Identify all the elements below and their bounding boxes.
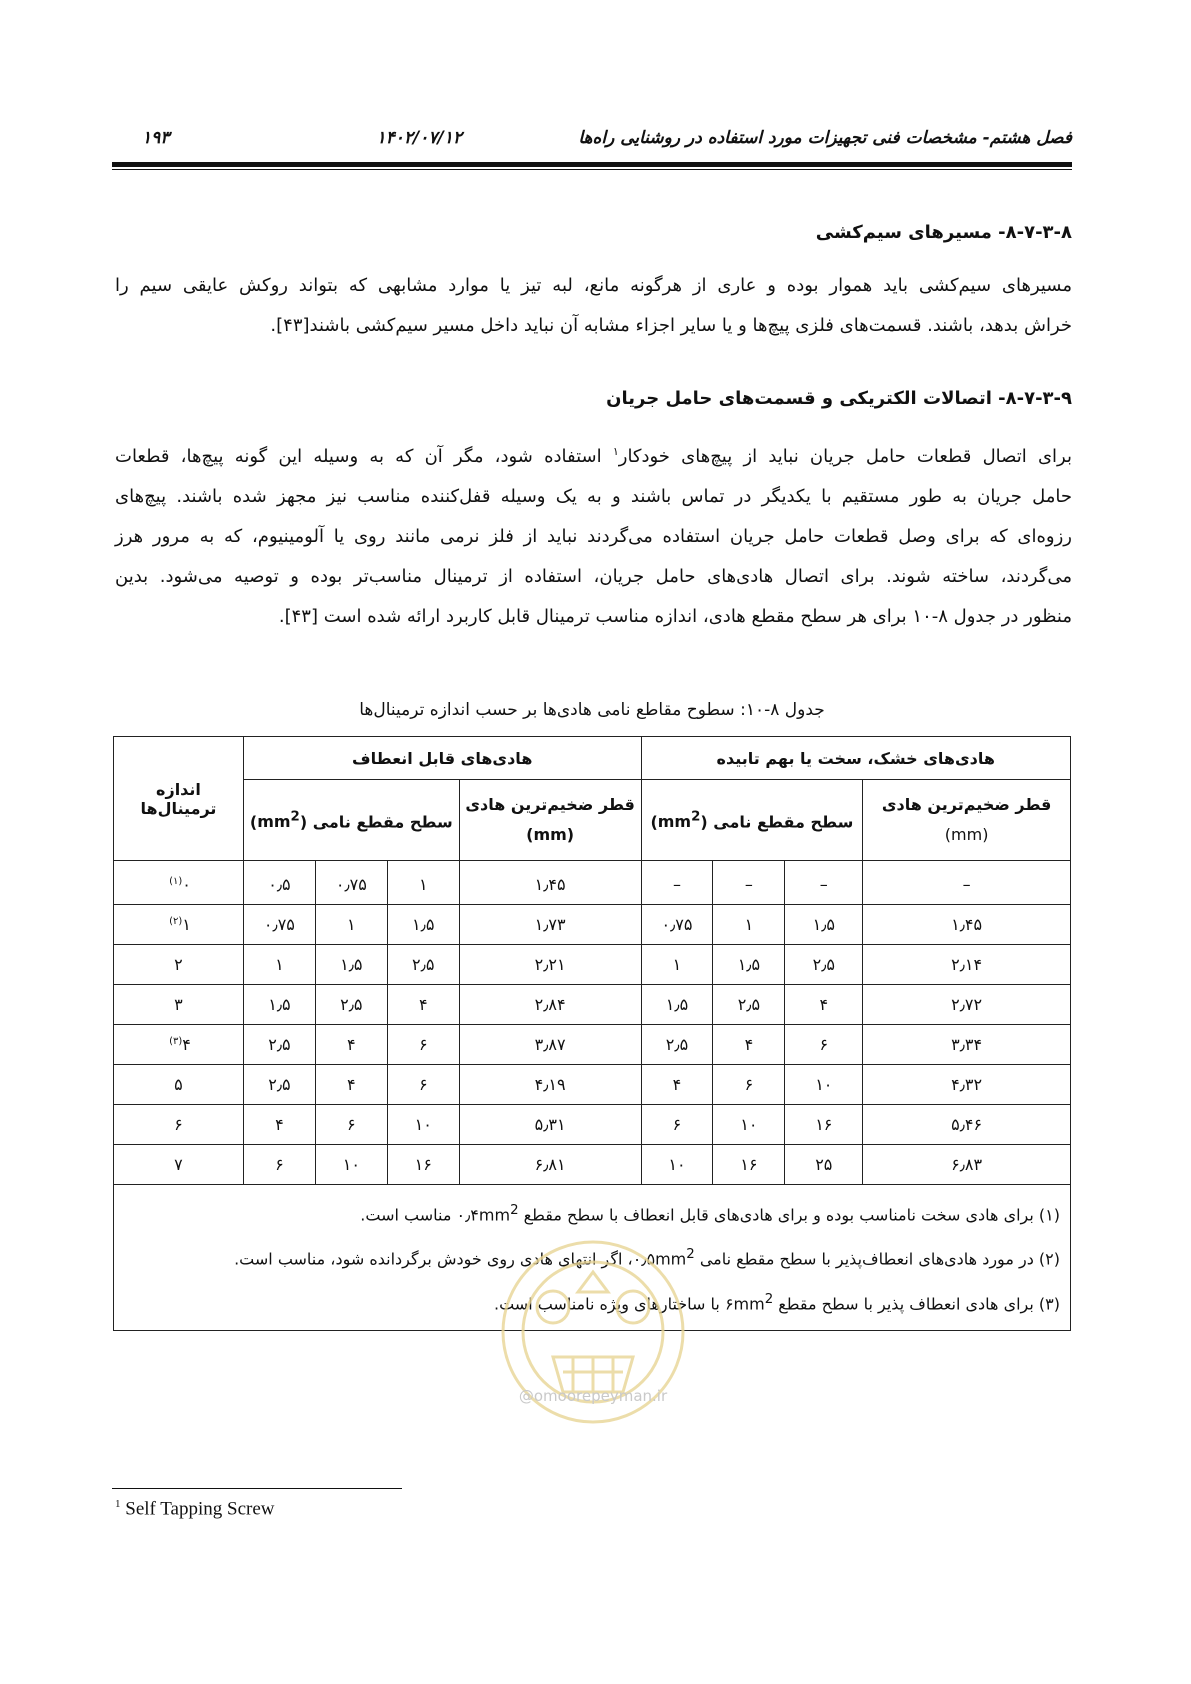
table-cell: ۲٫۵ — [315, 985, 387, 1025]
table-cell: ۶ — [387, 1025, 459, 1065]
table-cell: ۶ — [387, 1065, 459, 1105]
table-row — [114, 985, 1071, 1025]
column-header-terminal-size — [114, 737, 244, 861]
table-row — [114, 945, 1071, 985]
table-cell: – — [863, 861, 1071, 905]
paragraph-line: رزوه‌ای که برای وصل قطعات حامل جریان استفاده می‌گردند نباید از فلز نرمی مانند روی یا آلومینیوم، که به مرور هرز — [115, 526, 1072, 547]
paragraph-line: مسیرهای سیم‌کشی باید هموار بوده و عاری از هرگونه مانع، لبه تیز یا موارد مشابهی که بتواند روکش عایقی سیم را — [115, 275, 1072, 296]
table-cell: ۴ — [243, 1105, 315, 1145]
footnote-reference: ۱ — [612, 445, 619, 458]
section-paragraph-wiring-routes — [115, 266, 1072, 346]
table-body — [114, 861, 1071, 1185]
running-header — [112, 128, 1072, 158]
group-header-flexible: هادی‌های قابل انعطاف — [243, 737, 641, 780]
header-text: سطح مقطع نامی ( — [700, 812, 854, 832]
table-cell: ۴٫۱۹ — [459, 1065, 641, 1105]
table-cell: ۱٫۵ — [713, 945, 785, 985]
table-cell: ۱ — [315, 905, 387, 945]
table-cell: ۱۶ — [387, 1145, 459, 1185]
table-cell: ۱٫۴۵ — [863, 905, 1071, 945]
table-cell: ۴ — [641, 1065, 713, 1105]
table-caption: جدول ۸-۱۰: سطوح مقاطع نامی هادی‌ها بر حسب اندازه ترمینال‌ها — [359, 700, 825, 720]
table-cell: ۱٫۷۳ — [459, 905, 641, 945]
paragraph-line: منظور در جدول ۸-۱۰ برای هر سطح مقطع هادی، اندازه مناسب ترمینال قابل کاربرد ارائه شده است [۴۳]. — [278, 606, 1072, 627]
table-row — [114, 905, 1071, 945]
table-cell: ۳٫۳۴ — [863, 1025, 1071, 1065]
table-cell: ۱٫۵ — [243, 985, 315, 1025]
table-cell: ۶ — [641, 1105, 713, 1145]
table-row — [114, 1145, 1071, 1185]
table-row — [114, 1025, 1071, 1065]
header-chapter-title: فصل هشتم- مشخصات فنی تجهیزات مورد استفاده در روشنایی راه‌ها — [578, 128, 1072, 148]
terminal-size-cell: ۰$^{(۱)}$ — [114, 861, 244, 905]
terminal-size-cell: ۴$^{(۳)}$ — [114, 1025, 244, 1065]
table-note: (۳) برای هادی انعطاف پذیر با سطح مقطع $۶mm^2$ با ساختارهای ویژه نامناسب است. — [493, 1291, 1060, 1313]
header-unit: $mm^2$ — [657, 809, 701, 832]
table-cell: ۱٫۵ — [315, 945, 387, 985]
table-cell: ۱۰ — [785, 1065, 863, 1105]
terminal-size-cell: ۳ — [114, 985, 244, 1025]
table-cell: ۱۰ — [387, 1105, 459, 1145]
table-cell: ۱۶ — [785, 1105, 863, 1145]
table-cell: ۱۰ — [641, 1145, 713, 1185]
table-cell: ۲۵ — [785, 1145, 863, 1185]
table-cell: ۱۰ — [713, 1105, 785, 1145]
footnote — [115, 1498, 275, 1520]
table-cell: ۱ — [713, 905, 785, 945]
header-text: قطر ضخیم‌ترین هادی — [465, 795, 635, 814]
paragraph-line — [115, 432, 1072, 477]
table-row — [114, 861, 1071, 905]
paragraph-line: خراش بدهد، باشند. قسمت‌های فلزی پیچ‌ها و یا سایر اجزاء مشابه آن نباید داخل مسیر سیم‌کشی باشند[۴۳]. — [270, 315, 1072, 336]
header-unit: (mm) — [526, 825, 575, 844]
table-cell: ۱ — [387, 861, 459, 905]
group-header-rigid: هادی‌های خشک، سخت یا بهم تابیده — [641, 737, 1070, 780]
section-paragraph-electrical-connections — [115, 432, 1072, 637]
table-cell: ۴ — [315, 1025, 387, 1065]
table-cell: ۱٫۵ — [785, 905, 863, 945]
table-cell: ۶ — [785, 1025, 863, 1065]
table-cell: ۲٫۵ — [387, 945, 459, 985]
table-cell: ۲٫۷۲ — [863, 985, 1071, 1025]
table-cell: ۴ — [387, 985, 459, 1025]
table-cell: ۰٫۷۵ — [641, 905, 713, 945]
table-cell: ۱ — [243, 945, 315, 985]
table-note: (۱) برای هادی سخت نامناسب بوده و برای هادی‌های قابل انعطاف با سطح مقطع $۰٫۴mm^2$ مناسب است. — [360, 1203, 1060, 1225]
paragraph-line: حامل جریان به طور مستقیم با یکدیگر در تماس باشند و به یک وسیله قفل‌کننده مناسب نیز مجهز شده باشند. پیچ‌های — [115, 486, 1072, 507]
table-cell: ۶ — [243, 1145, 315, 1185]
table-row — [114, 1065, 1071, 1105]
table-cell: ۲٫۵ — [785, 945, 863, 985]
terminal-size-cell: ۲ — [114, 945, 244, 985]
header-unit: $mm^2$ — [257, 809, 300, 832]
table-cell: ۰٫۷۵ — [315, 861, 387, 905]
table-cell: ۱۰ — [315, 1145, 387, 1185]
terminal-size-cell: ۶ — [114, 1105, 244, 1145]
note-reference: (۱) — [169, 875, 183, 887]
paragraph-text: استفاده شود، مگر آن که به وسیله این گونه پیچ‌ها، قطعات — [115, 446, 613, 467]
header-text: ترمینال‌ها — [140, 798, 217, 818]
table-cell: ۲٫۸۴ — [459, 985, 641, 1025]
header-page-number: ۱۹۳ — [142, 128, 170, 148]
table-cell: ۲٫۵ — [641, 1025, 713, 1065]
table-cell: – — [641, 861, 713, 905]
header-date: ۱۴۰۲/۰۷/۱۲ — [376, 128, 462, 148]
table-cell: ۲٫۱۴ — [863, 945, 1071, 985]
table-cell: ۶ — [713, 1065, 785, 1105]
table-cell: ۱٫۵ — [641, 985, 713, 1025]
section-heading-electrical-connections: ۸-۷-۳-۹- اتصالات الکتریکی و قسمت‌های حامل جریان — [606, 388, 1072, 409]
header-rule-thick — [112, 162, 1072, 167]
column-header-flexible-diameter — [459, 780, 641, 861]
table-cell: ۱٫۵ — [387, 905, 459, 945]
table-cell: ۴ — [713, 1025, 785, 1065]
table-cell: – — [713, 861, 785, 905]
table-cell: ۳٫۸۷ — [459, 1025, 641, 1065]
table-row — [114, 1105, 1071, 1145]
footnote-mark: 1 — [115, 1498, 121, 1510]
terminal-size-cell: ۷ — [114, 1145, 244, 1185]
table-cell: ۶٫۸۳ — [863, 1145, 1071, 1185]
header-text: اندازه — [156, 779, 201, 799]
table-cell: ۶ — [315, 1105, 387, 1145]
table-cell: ۵٫۴۶ — [863, 1105, 1071, 1145]
table-cell: ۴٫۳۲ — [863, 1065, 1071, 1105]
table-cell: ۱۶ — [713, 1145, 785, 1185]
section-heading-wiring-routes: ۸-۷-۳-۸- مسیرهای سیم‌کشی — [815, 222, 1072, 243]
table-cell: ۲٫۵ — [243, 1025, 315, 1065]
table-cell: ۴ — [785, 985, 863, 1025]
table-cell: ۲٫۲۱ — [459, 945, 641, 985]
table-cell: ۰٫۵ — [243, 861, 315, 905]
table-cell: ۶٫۸۱ — [459, 1145, 641, 1185]
footnote-text: Self Tapping Screw — [120, 1498, 275, 1520]
paragraph-line: می‌گردند، ساخته شوند. برای اتصال هادی‌های حامل جریان، استفاده از ترمینال مناسب‌تر بوده و توصیه می‌شود. بدین — [115, 566, 1072, 587]
header-unit: (mm) — [944, 825, 989, 844]
table-cell: ۰٫۷۵ — [243, 905, 315, 945]
column-header-rigid-diameter — [863, 780, 1071, 861]
column-header-rigid-area: سطح مقطع نامی $(mm^2)$ — [641, 780, 863, 861]
table-cell: ۱ — [641, 945, 713, 985]
table-cell: ۱٫۴۵ — [459, 861, 641, 905]
paragraph-text: برای اتصال قطعات حامل جریان نباید از پیچ‌های خودکار — [618, 446, 1072, 467]
table-cell: ۲٫۵ — [243, 1065, 315, 1105]
note-reference: (۳) — [169, 1035, 183, 1047]
header-rule-thin — [112, 169, 1072, 170]
table-cell: – — [785, 861, 863, 905]
table-cell: ۵٫۳۱ — [459, 1105, 641, 1145]
watermark-text: @omoorepeyman.ir — [518, 1387, 668, 1405]
footnote-rule — [112, 1488, 402, 1489]
column-header-flexible-area: سطح مقطع نامی $(mm^2)$ — [243, 780, 459, 861]
table-cell: ۴ — [315, 1065, 387, 1105]
terminal-size-cell: ۱$^{(۲)}$ — [114, 905, 244, 945]
table-cell: ۲٫۵ — [713, 985, 785, 1025]
note-reference: (۲) — [169, 915, 183, 927]
header-text: قطر ضخیم‌ترین هادی — [881, 795, 1052, 814]
table-note: (۲) در مورد هادی‌های انعطاف‌پذیر با سطح مقطع نامی $۰٫۵mm^2،$ اگر انتهای هادی روی خودش برگردانده شود، مناسب است. — [234, 1247, 1060, 1269]
terminal-size-cell: ۵ — [114, 1065, 244, 1105]
header-text: سطح مقطع نامی ( — [299, 812, 453, 832]
